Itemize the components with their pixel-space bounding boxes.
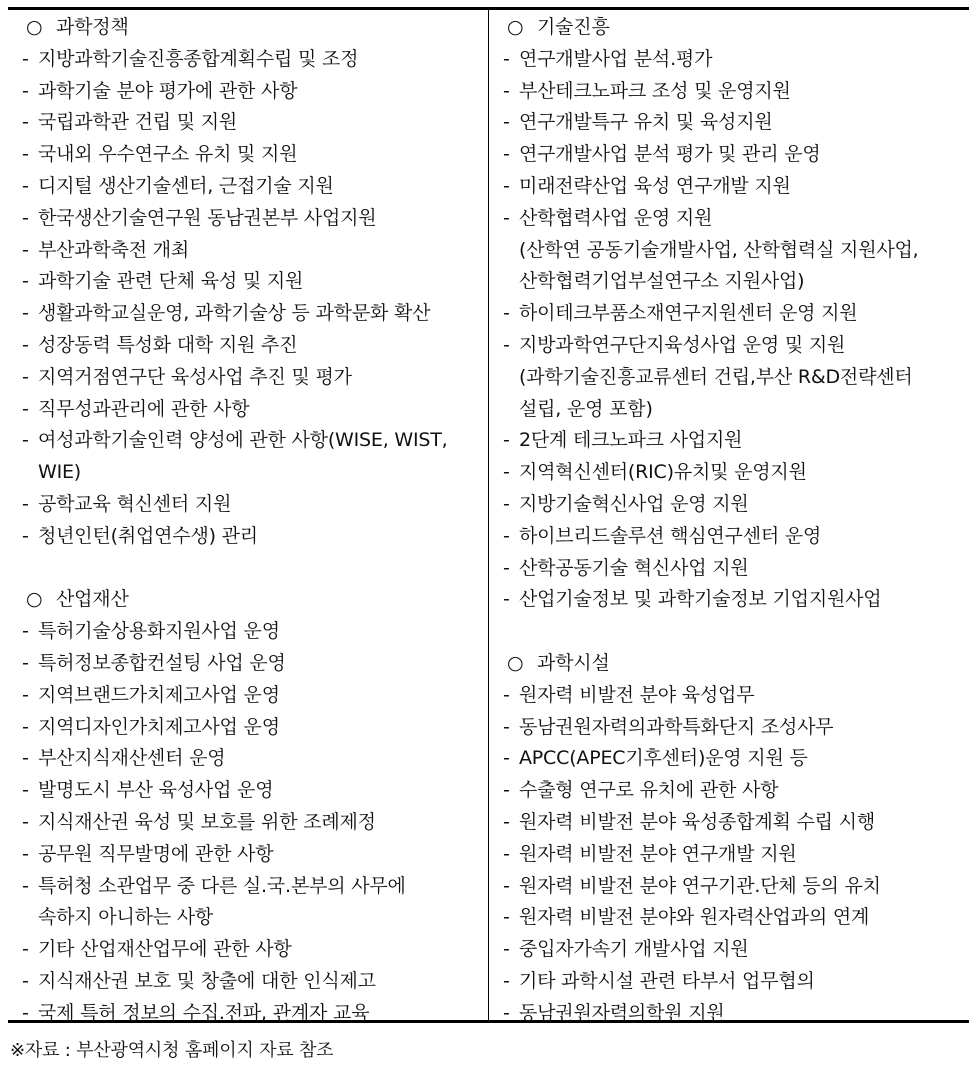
item-text: 미래전략산업 육성 연구개발 지원: [519, 174, 791, 197]
item-dash: -: [503, 938, 510, 961]
item-dash: -: [22, 238, 29, 261]
item-dash: -: [503, 47, 510, 70]
section-title: 과학시설: [537, 651, 610, 674]
item-text: 국립과학관 건립 및 지원: [38, 111, 238, 134]
item-text: 여성과학기술인력 양성에 관한 사항(WISE, WIST,: [38, 429, 448, 452]
list-item: [22, 775, 484, 807]
item-dash: -: [22, 715, 29, 738]
item-text: 산학협력기업부설연구소 지원사업): [519, 270, 805, 293]
list-item: [22, 425, 484, 457]
list-item: [503, 966, 959, 998]
item-text: 동남권원자력의학원 지원: [519, 1001, 725, 1024]
item-text: 동남권원자력의과학특화단지 조성사무: [519, 715, 834, 738]
item-dash: -: [503, 206, 510, 229]
item-text: 발명도시 부산 육성사업 운영: [38, 779, 274, 802]
item-dash: -: [22, 79, 29, 102]
section-spacer: [22, 553, 484, 585]
item-dash: -: [22, 683, 29, 706]
list-item: [503, 584, 959, 616]
item-text: 지방과학연구단지육성사업 운영 및 지원: [519, 333, 846, 356]
item-dash: -: [22, 397, 29, 420]
list-item: [22, 203, 484, 235]
item-dash: -: [503, 969, 510, 992]
item-dash: -: [503, 874, 510, 897]
item-dash: -: [22, 492, 29, 515]
list-item-continuation: [22, 902, 484, 934]
item-dash: -: [22, 779, 29, 802]
list-item: [22, 648, 484, 680]
item-dash: -: [22, 651, 29, 674]
list-item: [22, 139, 484, 171]
source-note: ※자료 : 부산광역시청 홈페이지 자료 참조: [10, 1040, 334, 1061]
list-item: [503, 521, 959, 553]
item-text: 지역브랜드가치제고사업 운영: [38, 683, 280, 706]
item-dash: -: [503, 79, 510, 102]
item-dash: -: [503, 715, 510, 738]
list-item-continuation: [22, 457, 484, 489]
item-dash: -: [22, 47, 29, 70]
list-item: [22, 330, 484, 362]
list-item: [22, 489, 484, 521]
list-item: [503, 107, 959, 139]
list-item: [503, 330, 959, 362]
section-title: 기술진흥: [537, 16, 610, 38]
item-dash: -: [503, 429, 510, 452]
item-text: 원자력 비발전 분야 연구기관.단체 등의 유치: [519, 874, 881, 897]
item-dash: -: [503, 302, 510, 325]
item-dash: -: [22, 938, 29, 961]
item-text: 원자력 비발전 분야와 원자력산업과의 연계: [519, 906, 870, 929]
section-heading: [22, 584, 484, 616]
item-text: 산학공동기술 혁신사업 지원: [519, 556, 749, 579]
section-heading: [22, 12, 484, 44]
item-dash: -: [22, 874, 29, 897]
section-heading: [503, 12, 959, 44]
item-text: 지역혁신센터(RIC)유치및 운영지원: [519, 461, 807, 484]
list-item: [22, 871, 484, 903]
item-text: 직무성과관리에 관한 사항: [38, 397, 250, 420]
list-item: [503, 489, 959, 521]
section-bullet: ○: [26, 16, 43, 38]
item-text: 기타 과학시설 관련 타부서 업무협의: [519, 969, 815, 992]
item-dash: -: [22, 333, 29, 356]
responsibilities-table: [8, 7, 969, 1023]
item-text: 부산과학축전 개최: [38, 238, 190, 261]
list-item: [503, 298, 959, 330]
item-dash: -: [503, 333, 510, 356]
item-dash: -: [22, 810, 29, 833]
item-dash: -: [22, 302, 29, 325]
item-text: 원자력 비발전 분야 육성종합계획 수립 시행: [519, 810, 875, 833]
item-text: 부산테크노파크 조성 및 운영지원: [519, 79, 791, 102]
list-item: [22, 998, 484, 1030]
item-dash: -: [503, 461, 510, 484]
section-title: 산업재산: [56, 588, 129, 611]
item-dash: -: [503, 143, 510, 166]
item-text: 원자력 비발전 분야 육성업무: [519, 683, 755, 706]
item-dash: -: [22, 270, 29, 293]
item-text: 성장동력 특성화 대학 지원 추진: [38, 333, 298, 356]
item-dash: -: [22, 620, 29, 643]
item-text: 생활과학교실운영, 과학기술상 등 과학문화 확산: [38, 302, 431, 325]
list-item: [503, 775, 959, 807]
item-dash: -: [22, 365, 29, 388]
item-text: 속하지 아니하는 사항: [38, 906, 214, 929]
list-item: [22, 107, 484, 139]
section-bullet: ○: [507, 16, 524, 38]
item-text: 하이테크부품소재연구지원센터 운영 지원: [519, 302, 858, 325]
item-dash: -: [503, 747, 510, 770]
item-text: 연구개발사업 분석 평가 및 관리 운영: [519, 143, 821, 166]
item-dash: -: [503, 524, 510, 547]
section-heading: [503, 648, 959, 680]
list-item-continuation: [503, 362, 959, 394]
list-item: [503, 203, 959, 235]
list-item-continuation: [503, 394, 959, 426]
section-title: 과학정책: [56, 16, 129, 38]
list-item: [503, 712, 959, 744]
item-dash: -: [22, 111, 29, 134]
list-item: [22, 266, 484, 298]
item-dash: -: [503, 492, 510, 515]
list-item: [503, 44, 959, 76]
list-item: [503, 139, 959, 171]
list-item-continuation: [503, 266, 959, 298]
item-text: 특허청 소관업무 중 다른 실.국.본부의 사무에: [38, 874, 406, 897]
list-item: [22, 934, 484, 966]
list-item: [503, 934, 959, 966]
list-item: [22, 521, 484, 553]
list-item: [503, 998, 959, 1030]
item-text: WIE): [38, 461, 82, 484]
item-dash: -: [22, 1001, 29, 1024]
list-item: [22, 616, 484, 648]
item-dash: -: [22, 429, 29, 452]
item-text: 연구개발사업 분석.평가: [519, 47, 713, 70]
list-item: [22, 76, 484, 108]
list-item: [503, 680, 959, 712]
item-dash: -: [22, 143, 29, 166]
section-bullet: ○: [26, 588, 43, 611]
item-text: 과학기술 분야 평가에 관한 사항: [38, 79, 298, 102]
item-dash: -: [22, 524, 29, 547]
item-text: APCC(APEC기후센터)운영 지원 등: [519, 747, 808, 770]
item-text: 산업기술정보 및 과학기술정보 기업지원사업: [519, 588, 882, 611]
list-item: [503, 171, 959, 203]
item-dash: -: [503, 556, 510, 579]
item-text: 하이브리드솔루션 핵심연구센터 운영: [519, 524, 822, 547]
item-text: 국내외 우수연구소 유치 및 지원: [38, 143, 298, 166]
list-item: [22, 743, 484, 775]
item-text: 2단계 테크노파크 사업지원: [519, 429, 743, 452]
item-text: (과학기술진흥교류센터 건립,부산 R&D전략센터: [519, 365, 913, 388]
section-bullet: ○: [507, 651, 524, 674]
item-text: 부산지식재산센터 운영: [38, 747, 226, 770]
item-dash: -: [503, 683, 510, 706]
list-item: [22, 680, 484, 712]
item-text: 공학교육 혁신센터 지원: [38, 492, 232, 515]
list-item: [503, 457, 959, 489]
list-item: [22, 966, 484, 998]
list-item: [22, 712, 484, 744]
item-dash: -: [503, 810, 510, 833]
item-text: 특허기술상용화지원사업 운영: [38, 620, 280, 643]
item-text: 산학협력사업 운영 지원: [519, 206, 713, 229]
item-text: 공무원 직무발명에 관한 사항: [38, 842, 274, 865]
item-text: 지식재산권 육성 및 보호를 위한 조례제정: [38, 810, 376, 833]
item-text: 지방기술혁신사업 운영 지원: [519, 492, 749, 515]
item-text: 지방과학기술진흥종합계획수립 및 조정: [38, 47, 359, 70]
item-dash: -: [503, 779, 510, 802]
list-item: [503, 743, 959, 775]
item-text: 지역거점연구단 육성사업 추진 및 평가: [38, 365, 352, 388]
item-text: 중입자가속기 개발사업 지원: [519, 938, 749, 961]
item-text: 특허정보종합컨설팅 사업 운영: [38, 651, 286, 674]
list-item: [22, 394, 484, 426]
item-dash: -: [503, 842, 510, 865]
item-text: 기타 산업재산업무에 관한 사항: [38, 938, 292, 961]
list-item: [22, 44, 484, 76]
list-item: [22, 807, 484, 839]
item-dash: -: [503, 588, 510, 611]
list-item: [503, 553, 959, 585]
item-dash: -: [22, 206, 29, 229]
list-item: [503, 807, 959, 839]
column-divider: [488, 10, 489, 1020]
item-dash: -: [22, 842, 29, 865]
item-text: 지역디자인가치제고사업 운영: [38, 715, 280, 738]
list-item: [22, 839, 484, 871]
item-text: 지식재산권 보호 및 창출에 대한 인식제고: [38, 969, 376, 992]
item-text: 과학기술 관련 단체 육성 및 지원: [38, 270, 304, 293]
right-column: [503, 12, 959, 1030]
item-dash: -: [503, 1001, 510, 1024]
list-item: [503, 425, 959, 457]
list-item: [22, 235, 484, 267]
item-text: (산학연 공동기술개발사업, 산학협력실 지원사업,: [519, 238, 919, 261]
item-text: 디지털 생산기술센터, 근접기술 지원: [38, 174, 334, 197]
list-item: [22, 362, 484, 394]
item-dash: -: [503, 906, 510, 929]
list-item: [503, 76, 959, 108]
item-text: 한국생산기술연구원 동남권본부 사업지원: [38, 206, 377, 229]
list-item: [503, 871, 959, 903]
item-text: 수출형 연구로 유치에 관한 사항: [519, 779, 779, 802]
item-dash: -: [503, 111, 510, 134]
item-dash: -: [503, 174, 510, 197]
item-text: 연구개발특구 유치 및 육성지원: [519, 111, 773, 134]
list-item: [22, 171, 484, 203]
section-spacer: [503, 616, 959, 648]
item-text: 설립, 운영 포함): [519, 397, 653, 420]
list-item-continuation: [503, 235, 959, 267]
item-dash: -: [22, 174, 29, 197]
item-dash: -: [22, 747, 29, 770]
list-item: [503, 839, 959, 871]
item-text: 청년인턴(취업연수생) 관리: [38, 524, 258, 547]
left-column: [22, 12, 484, 1030]
item-text: 원자력 비발전 분야 연구개발 지원: [519, 842, 797, 865]
item-dash: -: [22, 969, 29, 992]
list-item: [22, 298, 484, 330]
list-item: [503, 902, 959, 934]
item-text: 국제 특허 정보의 수집.전파, 관계자 교육: [38, 1001, 370, 1024]
